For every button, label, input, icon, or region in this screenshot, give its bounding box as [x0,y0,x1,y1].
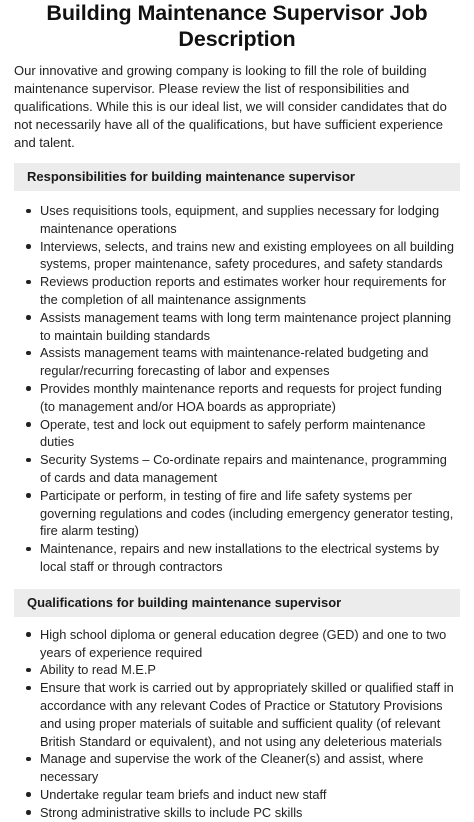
intro-paragraph: Our innovative and growing company is looking to fill the role of building maintenance supervisor. Please review the list of responsibilities and qualifications. While this is our ideal list, we will consider candidates that do not necessarily have all of the qualifications, but have sufficient experience and talent. [14,63,447,150]
list-item: Provides monthly maintenance reports and requests for project funding (to management and/or HOA boards as appropriate) [14,380,460,416]
list-item: Uses requisitions tools, equipment, and supplies necessary for lodging maintenance operations [14,202,460,238]
page-title: Building Maintenance Supervisor Job Description [46,1,428,51]
qualifications-list [14,626,460,822]
list-item: Security Systems – Co-ordinate repairs and maintenance, programming of cards and data management [14,451,460,487]
list-item: Reviews production reports and estimates worker hour requirements for the completion of all maintenance assignments [14,273,460,309]
responsibilities-list [14,202,460,576]
list-item: Interviews, selects, and trains new and existing employees on all building systems, proper maintenance, safety procedures, and safety standards [14,238,460,274]
list-item: Ensure that work is carried out by appropriately skilled or qualified staff in accordance with any relevant Codes of Practice or Statutory Provisions and using proper materials of suitable and sufficient quality (of relevant British Standard or equivalent), and not using any deleterious materials [14,679,460,750]
list-item: Operate, test and lock out equipment to safely perform maintenance duties [14,416,460,452]
list-item: Assists management teams with maintenance-related budgeting and regular/recurring forecasting of labor and expenses [14,344,460,380]
list-item: Undertake regular team briefs and induct new staff [14,786,460,804]
qualifications-heading: Qualifications for building maintenance supervisor [14,589,460,617]
list-item: Participate or perform, in testing of fire and life safety systems per governing regulations and codes (including emergency generator testing, fire alarm testing) [14,487,460,540]
list-item: High school diploma or general education degree (GED) and one to two years of experience required [14,626,460,662]
responsibilities-heading: Responsibilities for building maintenance supervisor [14,163,460,191]
list-item: Strong administrative skills to include PC skills [14,804,460,822]
list-item: Maintenance, repairs and new installations to the electrical systems by local staff or through contractors [14,540,460,576]
list-item: Ability to read M.E.P [14,661,460,679]
list-item: Manage and supervise the work of the Cleaner(s) and assist, where necessary [14,750,460,786]
list-item: Assists management teams with long term maintenance project planning to maintain building standards [14,309,460,345]
